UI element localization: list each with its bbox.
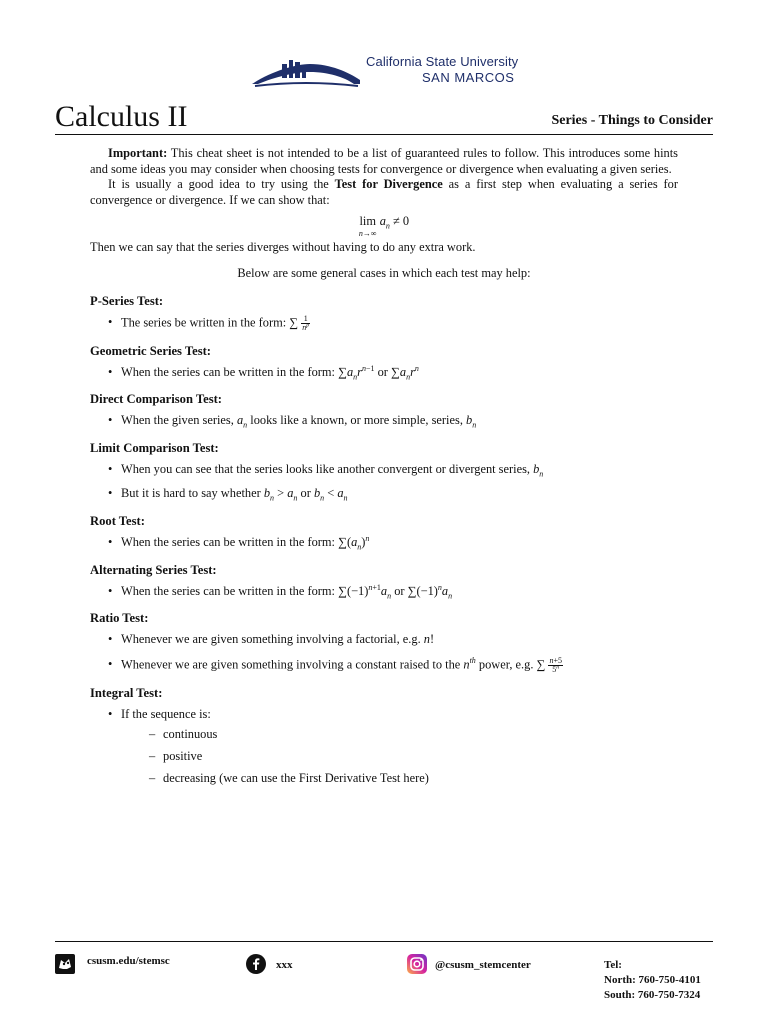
list-item: – decreasing (we can use the First Derivative Test here) (149, 771, 678, 787)
instagram-text[interactable]: @csusm_stemcenter (435, 959, 531, 971)
important-paragraph: Important: This cheat sheet is not intended to be a list of guaranteed rules to follow. This introduces some hints and some ideas you may consider when choosing tests for convergence or divergence when evaluating a given series. (90, 146, 678, 176)
cougar-icon (55, 954, 75, 974)
direct-comparison-heading: Direct Comparison Test: (90, 392, 222, 407)
footer-rule (55, 941, 713, 942)
list-item: • When the given series, $a_n$ looks like a known, or more simple, series, $b_n$ (108, 413, 678, 429)
cases-line: Below are some general cases in which each test may help: (237, 265, 531, 280)
list-item: • If the sequence is: – continuous – positive – decreasing (we can use the First Derivative Test here) (108, 707, 678, 786)
list-item: • But it is hard to say whether $b_n > a_n$ or $b_n < a_n$ (108, 486, 678, 502)
limit-comparison-heading: Limit Comparison Test: (90, 440, 219, 455)
list-item: • Whenever we are given something involving a constant raised to the $n^{th}$ power, e.g. ∑ $\frac{n+5}{5^n}$ (108, 657, 678, 674)
csusm-logo-icon (250, 50, 362, 90)
direct-comparison-list (90, 413, 678, 429)
list-item: • Whenever we are given something involving a factorial, e.g. n! (108, 632, 678, 648)
diverges-line: Then we can say that the series diverges without having to do any extra work. (90, 240, 476, 255)
alternating-heading: Alternating Series Test: (90, 562, 217, 577)
pseries-list (90, 315, 678, 332)
ratio-list (90, 632, 678, 674)
integral-conditions (121, 727, 678, 786)
list-item: – positive (149, 749, 678, 765)
instagram-icon (407, 954, 427, 974)
page-subtitle: Series - Things to Consider (551, 113, 713, 128)
test-for-divergence: Test for Divergence (334, 177, 443, 192)
list-item: – continuous (149, 727, 678, 743)
ratio-heading: Ratio Test: (90, 611, 149, 626)
content (90, 146, 678, 795)
list-item: • When you can see that the series looks like another convergent or divergent series, $b_n$ (108, 462, 678, 478)
important-label: Important: (108, 146, 168, 160)
phone-info (604, 958, 701, 1003)
list-item: • When the series can be written in the form: $\sum(-1)^{n+1}a_n$ or $\sum(-1)^na_n$ (108, 584, 678, 600)
limit-equation: lim n→∞ $a_n \ne 0$ (358, 214, 410, 238)
list-item: • When the series can be written in the form: $\sum(a_n)^n$ (108, 535, 678, 551)
divergence-tip: It is usually a good idea to try using the Test for Divergence as a first step when evaluating a series for convergence or divergence. If we can show that: (90, 177, 678, 207)
website-text[interactable]: csusm.edu/stemsc (87, 955, 170, 967)
geometric-heading: Geometric Series Test: (90, 343, 211, 358)
facebook-icon (246, 954, 266, 974)
header-rule (55, 134, 713, 135)
facebook-text[interactable]: xxx (276, 959, 293, 971)
geometric-list (90, 365, 678, 381)
university-name: California State University (366, 54, 519, 69)
root-list (90, 535, 678, 551)
integral-heading: Integral Test: (90, 685, 163, 700)
limit-comparison-list (90, 462, 678, 502)
tel-label: Tel: (604, 959, 622, 971)
tel-south: South: 760-750-7324 (604, 989, 701, 1001)
tel-north: North: 760-750-4101 (604, 974, 701, 986)
university-logo (250, 50, 550, 90)
integral-list (90, 707, 678, 786)
page-title: Calculus II (55, 100, 188, 133)
pseries-heading: P-Series Test: (90, 293, 164, 308)
campus-name: SAN MARCOS (422, 70, 515, 85)
root-heading: Root Test: (90, 513, 145, 528)
list-item: • When the series can be written in the form: $\sum a_nr^{n-1}$ or $\sum a_nr^n$ (108, 365, 678, 381)
list-item: • The series be written in the form: ∑ $\frac{1}{n^p}$ (108, 315, 678, 332)
alternating-list (90, 584, 678, 600)
